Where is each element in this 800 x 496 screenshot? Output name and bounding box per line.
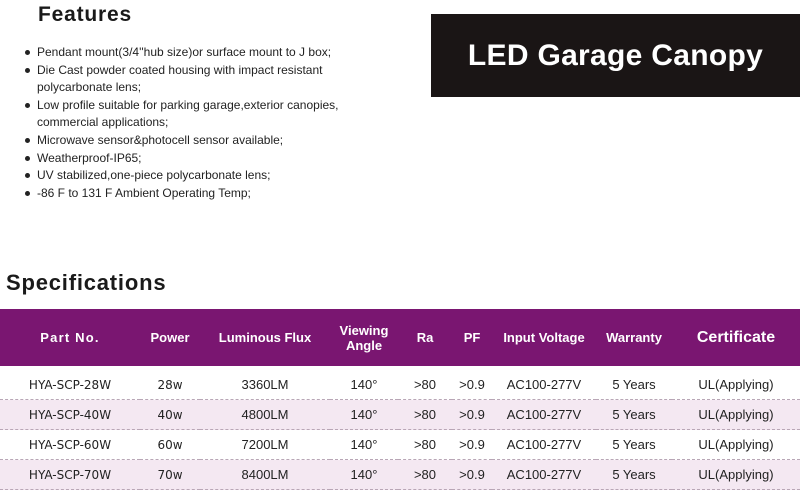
cell-warranty: 5 Years bbox=[596, 430, 672, 460]
feature-item-continuation bbox=[24, 79, 424, 97]
cell-input-voltage: AC100-277V bbox=[492, 430, 596, 460]
feature-item bbox=[24, 132, 424, 150]
cell-input-voltage: AC100-277V bbox=[492, 370, 596, 400]
bullet-icon bbox=[25, 191, 30, 196]
cell-viewing-angle: 140° bbox=[330, 370, 398, 400]
cell-part-no: HYA-SCP-70W bbox=[0, 460, 140, 490]
cell-certificate: UL(Applying) bbox=[672, 370, 800, 400]
feature-item bbox=[24, 150, 424, 168]
bullet-icon bbox=[25, 173, 30, 178]
table-row bbox=[0, 370, 800, 400]
header-part-no: Part No. bbox=[0, 309, 140, 366]
header-viewing-angle-line1: Viewing bbox=[339, 322, 389, 338]
table-header-row bbox=[0, 309, 800, 366]
specifications-heading: Specifications bbox=[6, 270, 167, 295]
cell-power: 28w bbox=[140, 370, 200, 400]
header-input-voltage: Input Voltage bbox=[492, 309, 596, 366]
feature-item bbox=[24, 44, 424, 62]
cell-part-no: HYA-SCP-40W bbox=[0, 400, 140, 430]
feature-item bbox=[24, 62, 424, 80]
cell-warranty: 5 Years bbox=[596, 400, 672, 430]
header-luminous-flux: Luminous Flux bbox=[200, 309, 330, 366]
bullet-icon bbox=[25, 68, 30, 73]
cell-power: 40w bbox=[140, 400, 200, 430]
bullet-icon bbox=[25, 103, 30, 108]
feature-item-continuation bbox=[24, 114, 424, 132]
feature-item bbox=[24, 185, 424, 203]
header-warranty: Warranty bbox=[596, 309, 672, 366]
feature-text: Microwave sensor&photocell sensor available; bbox=[37, 132, 284, 147]
table-row bbox=[0, 400, 800, 430]
cell-power: 60w bbox=[140, 430, 200, 460]
feature-text: polycarbonate lens; bbox=[37, 80, 142, 95]
header-viewing-angle bbox=[330, 309, 398, 366]
features-list bbox=[24, 44, 424, 202]
cell-luminous-flux: 4800LM bbox=[200, 400, 330, 430]
cell-ra: >80 bbox=[398, 400, 452, 430]
cell-pf: >0.9 bbox=[452, 370, 492, 400]
header-ra: Ra bbox=[398, 309, 452, 366]
cell-ra: >80 bbox=[398, 370, 452, 400]
cell-certificate: UL(Applying) bbox=[672, 400, 800, 430]
feature-text: Weatherproof-IP65; bbox=[37, 150, 142, 165]
cell-pf: >0.9 bbox=[452, 400, 492, 430]
feature-text: -86 F to 131 F Ambient Operating Temp; bbox=[37, 185, 251, 200]
cell-certificate: UL(Applying) bbox=[672, 430, 800, 460]
cell-luminous-flux: 8400LM bbox=[200, 460, 330, 490]
cell-pf: >0.9 bbox=[452, 430, 492, 460]
cell-warranty: 5 Years bbox=[596, 370, 672, 400]
feature-text: commercial applications; bbox=[37, 115, 169, 130]
cell-certificate: UL(Applying) bbox=[672, 460, 800, 490]
cell-input-voltage: AC100-277V bbox=[492, 400, 596, 430]
feature-item bbox=[24, 167, 424, 185]
cell-viewing-angle: 140° bbox=[330, 430, 398, 460]
product-title: LED Garage Canopy bbox=[467, 38, 764, 72]
cell-pf: >0.9 bbox=[452, 460, 492, 490]
bullet-icon bbox=[25, 138, 30, 143]
feature-text: UV stabilized,one-piece polycarbonate lens; bbox=[37, 168, 271, 183]
cell-part-no: HYA-SCP-28W bbox=[0, 370, 140, 400]
table-row bbox=[0, 430, 800, 460]
cell-ra: >80 bbox=[398, 460, 452, 490]
header-pf: PF bbox=[452, 309, 492, 366]
cell-luminous-flux: 7200LM bbox=[200, 430, 330, 460]
cell-part-no: HYA-SCP-60W bbox=[0, 430, 140, 460]
cell-luminous-flux: 3360LM bbox=[200, 370, 330, 400]
feature-text: Pendant mount(3/4''hub size)or surface mount to J box; bbox=[37, 45, 332, 59]
feature-text: Die Cast powder coated housing with impact resistant bbox=[37, 62, 323, 77]
features-heading: Features bbox=[38, 3, 132, 26]
header-certificate: Certificate bbox=[672, 309, 800, 366]
feature-text: Low profile suitable for parking garage,exterior canopies, bbox=[37, 97, 339, 112]
header-viewing-angle-line2: Angle bbox=[345, 337, 383, 353]
cell-ra: >80 bbox=[398, 430, 452, 460]
feature-item bbox=[24, 97, 424, 115]
cell-power: 70w bbox=[140, 460, 200, 490]
cell-input-voltage: AC100-277V bbox=[492, 460, 596, 490]
bullet-icon bbox=[25, 156, 30, 161]
specifications-table bbox=[0, 309, 800, 490]
cell-warranty: 5 Years bbox=[596, 460, 672, 490]
header-power: Power bbox=[140, 309, 200, 366]
table-row bbox=[0, 460, 800, 490]
cell-viewing-angle: 140° bbox=[330, 400, 398, 430]
product-title-banner bbox=[431, 14, 800, 97]
bullet-icon bbox=[25, 50, 30, 55]
cell-viewing-angle: 140° bbox=[330, 460, 398, 490]
